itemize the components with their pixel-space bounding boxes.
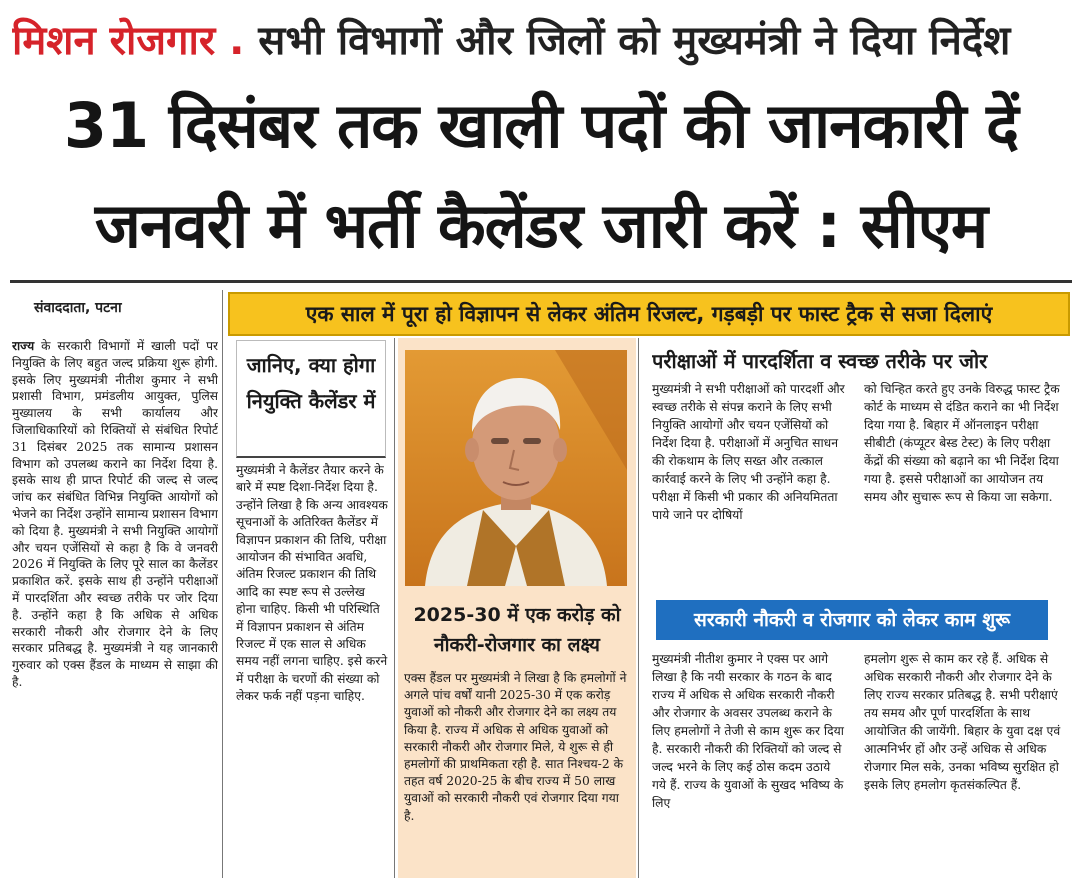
jobs-section-title: सरकारी नौकरी व रोजगार को लेकर काम शुरू [656, 600, 1048, 640]
lead-article [12, 338, 218, 878]
center-feature-text: एक्स हैंडल पर मुख्यमंत्री ने लिखा है कि हमलोगों ने अगले पांच वर्षों यानी 2025-30 में एक करोड़ युवाओं को नौकरी और रोजगार देने का लक्ष्य तय किया है. राज्य में अधिक से अधिक युवाओं को सरकारी नौकरी और रोजगार मिले, ये शुरू से ही हमलोगों की प्राथमिकता रही है. सात निश्चय-2 के तहत वर्ष 2020-25 के बीच राज्य में 50 लाख युवाओं को सरकारी नौकरी एवं रोजगार दिया गया है. [404, 671, 627, 823]
center-feature [398, 338, 636, 878]
kicker-text: सभी विभागों और जिलों को मुख्यमंत्री ने दिया निर्देश [258, 18, 1011, 64]
headline-divider [10, 280, 1072, 283]
jobs-text-right: हमलोग शुरू से काम कर रहे हैं. अधिक से अधिक सरकारी नौकरी और रोजगार देने के लिए राज्य सरकार प्रतिबद्ध है. सभी परीक्षाएं तय समय और पूर्ण पारदर्शिता के साथ आयोजित की जायेंगी. बिहार के युवा दक्ष एवं आत्मनिर्भर हों और उन्हें अधिक से अधिक रोजगार मिल सके, उनका भविष्य सुरक्षित हो इसके लिए हमलोग कृतसंकल्पित हैं. [864, 652, 1061, 792]
sub-headline-banner: एक साल में पूरा हो विज्ञापन से लेकर अंतिम रिजल्ट, गड़बड़ी पर फास्ट ट्रैक से सजा दिलाएं [228, 292, 1070, 336]
byline: संवाददाता, पटना [34, 300, 122, 316]
jobs-text-left: मुख्यमंत्री नीतीश कुमार ने एक्स पर आगे लिखा है कि नयी सरकार के गठन के बाद राज्य में अधिक से अधिक सरकारी नौकरी और रोजगार के अवसर उपलब्ध कराने के लिए हमलोगों ने तेजी से काम शुरू कर दिया है. सरकारी नौकरी की रिक्तियों को जल्द से जल्द भरने के लिए कई ठोस कदम उठाये गये हैं. राज्य के युवाओं के सुखद भविष्य के लिए [652, 652, 844, 810]
transparency-section-title: परीक्षाओं में पारदर्शिता व स्वच्छ तरीके पर जोर [652, 349, 988, 373]
column-divider [394, 338, 395, 878]
chief-minister-photo [405, 350, 627, 586]
calendar-box-title: जानिए, क्या होगा नियुक्ति कैलेंडर में [246, 353, 376, 413]
lead-article-text: के सरकारी विभागों में खाली पदों पर नियुक्ति के लिए बहुत जल्द प्रक्रिया शुरू होगी. इसके लिए मुख्यमंत्री नीतीश कुमार ने सभी प्रशासी विभाग, प्रमंडलीय आयुक्त, पुलिस मुख्यालय के सभी कार्यालय और जिलाधिकारियों को रिक्तियों से संबंधित रिपोर्ट 31 दिसंबर 2025 तक सामान्य प्रशासन विभाग को उपलब्ध कराने का निर्देश दिया है. इसके साथ ही प्राप्त रिपोर्ट की जल्द से जल्द जांच कर संबंधित विभिन्न नियुक्ति आयोगों को भेजने का निर्देश उन्होंने सामान्य प्रशासन विभाग को दिया है. मुख्यमंत्री ने सभी नियुक्ति आयोगों और चयन एजेंसियों से कहा है कि वे जनवरी 2026 में नियुक्ति के लिए पूरे साल का कैलेंडर प्रकाशित करें. इसके साथ ही उन्होंने परीक्षाओं में पारदर्शिता और स्वच्छ तरीके पर जोर दिया है. उन्होंने कहा है कि अधिक से अधिक सरकारी नौकरी और रोजगार देने के लिए सरकार प्रतिबद्ध है. मुख्यमंत्री ने यह जानकारी गुरुवार को एक्स हैंडल के माध्यम से साझा की है. [12, 339, 218, 689]
center-feature-title: 2025-30 में एक करोड़ को नौकरी-रोजगार का लक्ष्य [413, 604, 621, 656]
column-divider [638, 338, 639, 878]
kicker-tag: मिशन रोजगार [12, 18, 216, 64]
transparency-text-right: को चिन्हित करते हुए उनके विरुद्ध फास्ट ट्रैक कोर्ट के माध्यम से दंडित कराने का भी निर्देश दिया गया है. बिहार में ऑनलाइन परीक्षा सीबीटी (कंप्यूटर बेस्ड टेस्ट) के लिए परीक्षा केंद्रों की संख्या को बढ़ाने का भी निर्देश दिया गया है. इससे परीक्षाओं का आयोजन तय समय और सुचारू रूप से किया जा सकेगा. [864, 382, 1060, 504]
calendar-box-text: मुख्यमंत्री ने कैलेंडर तैयार करने के बारे में स्पष्ट दिशा-निर्देश दिया है. उन्होंने लिखा है कि अन्य आवश्यक सूचनाओं के अतिरिक्त कैलेंडर में विज्ञापन प्रकाशन की तिथि, परीक्षा आयोजन की संभावित अवधि, अंतिम रिजल्ट प्रकाशन की तिथि आदि का स्पष्ट रूप से उल्लेख होना चाहिए. किसी भी परिस्थिति में विज्ञापन प्रकाशन से अंतिम रिजल्ट में एक साल से अधिक समय नहीं लगना चाहिए. इसे करने में परीक्षा के चरणों की संख्या को लेकर फर्क नहीं पड़ना चाहिए. [236, 463, 388, 704]
kicker-separator: . [215, 18, 259, 64]
transparency-text-left: मुख्यमंत्री ने सभी परीक्षाओं को पारदर्शी और स्वच्छ तरीके से संपन्न कराने के लिए सभी नियुक्ति आयोगों और चयन एजेंसियों को निर्देश दिया है. परीक्षाओं में अनुचित साधन की रोकथाम के लिए सख्त और तत्काल कार्रवाई करने के लिए भी उन्होंने कहा है. परीक्षा में किसी भी प्रकार की अनियमितता पाये जाने पर दोषियों [652, 382, 845, 522]
kicker [12, 6, 1070, 76]
headline-line-1: 31 दिसंबर तक खाली पदों की जानकारी दें [63, 89, 1019, 162]
calendar-box-heading [236, 340, 386, 458]
lead-dropcap-word: राज्य [12, 339, 35, 353]
column-divider [222, 290, 223, 878]
headline-line-2: जनवरी में भर्ती कैलेंडर जारी करें : सीएम [94, 189, 988, 262]
